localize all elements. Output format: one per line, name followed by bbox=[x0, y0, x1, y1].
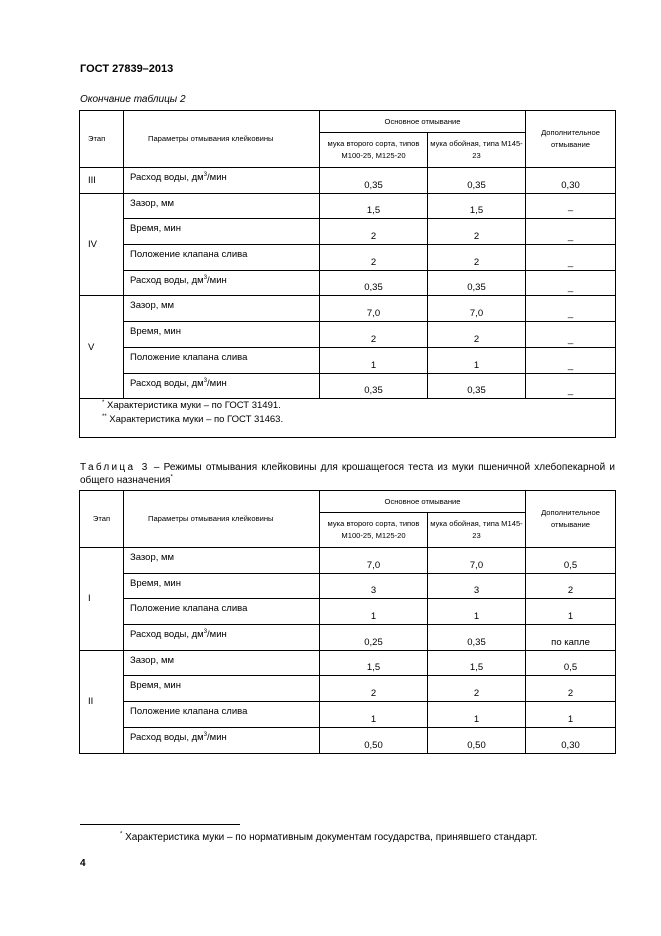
value-cell-2: 0,35 bbox=[428, 168, 526, 194]
param-cell bbox=[124, 219, 320, 245]
value-cell-1: 1 bbox=[320, 702, 428, 728]
value-cell-1: 1,5 bbox=[320, 193, 428, 219]
unit-exponent: 3 bbox=[203, 377, 208, 384]
document-title: ГОСТ 27839–2013 bbox=[80, 63, 174, 75]
table-notes bbox=[80, 399, 616, 438]
param-label: Положение клапана слива bbox=[130, 351, 248, 363]
unit-exponent: 3 bbox=[203, 171, 208, 178]
stage-cell: IV bbox=[80, 193, 124, 296]
param-cell bbox=[124, 702, 320, 728]
value-cell-2: 0,50 bbox=[428, 727, 526, 753]
header-extra-washing: Дополнительное отмывание bbox=[526, 491, 616, 548]
param-label: Расход воды, дм bbox=[130, 629, 204, 641]
value-cell-3: _ bbox=[526, 322, 616, 348]
header-stage: Этап bbox=[80, 491, 124, 548]
value-cell-2: 7,0 bbox=[428, 296, 526, 322]
param-cell bbox=[124, 296, 320, 322]
table-row bbox=[80, 373, 616, 399]
table-row bbox=[80, 245, 616, 271]
table-row bbox=[80, 625, 616, 651]
param-label: Расход воды, дм bbox=[130, 377, 204, 389]
value-cell-2: 2 bbox=[428, 322, 526, 348]
header-col-wholemeal: мука обойная, типа М145-23 bbox=[428, 513, 526, 548]
param-cell bbox=[124, 347, 320, 373]
param-label: Время, мин bbox=[130, 326, 181, 338]
param-label: Время, мин bbox=[130, 680, 181, 692]
footnote-divider bbox=[80, 824, 240, 825]
value-cell-3: 0,5 bbox=[526, 548, 616, 574]
unit-suffix: /мин bbox=[207, 377, 227, 389]
table-row bbox=[80, 219, 616, 245]
table3-caption-footnote-mark: * bbox=[170, 474, 173, 481]
unit-exponent: 3 bbox=[203, 628, 208, 635]
table-row bbox=[80, 702, 616, 728]
table-row bbox=[80, 548, 616, 574]
param-cell bbox=[124, 676, 320, 702]
note-text: Характеристика муки – по ГОСТ 31491. bbox=[104, 400, 281, 412]
value-cell-2: 1,5 bbox=[428, 650, 526, 676]
value-cell-2: 1 bbox=[428, 347, 526, 373]
table-row bbox=[80, 270, 616, 296]
table3-caption-text: – Режимы отмывания клейковины для крошащегося теста из муки пшеничной хлебопекарной и общего назначения bbox=[80, 462, 615, 486]
table-note bbox=[102, 399, 615, 413]
value-cell-1: 2 bbox=[320, 676, 428, 702]
stage-cell: III bbox=[80, 168, 124, 194]
value-cell-2: 2 bbox=[428, 676, 526, 702]
value-cell-1: 0,35 bbox=[320, 270, 428, 296]
param-label: Положение клапана слива bbox=[130, 603, 248, 615]
table-row bbox=[80, 296, 616, 322]
value-cell-1: 3 bbox=[320, 573, 428, 599]
value-cell-2: 1 bbox=[428, 599, 526, 625]
stage-cell: II bbox=[80, 650, 124, 753]
value-cell-3: 1 bbox=[526, 599, 616, 625]
table-row bbox=[80, 347, 616, 373]
param-label: Зазор, мм bbox=[130, 552, 175, 563]
header-extra-washing: Дополнительное отмывание bbox=[526, 111, 616, 168]
table2 bbox=[79, 110, 616, 438]
table3-caption bbox=[80, 461, 615, 487]
param-label: Расход воды, дм bbox=[130, 274, 204, 286]
param-label: Расход воды, дм bbox=[130, 731, 204, 743]
stage-cell: I bbox=[80, 548, 124, 651]
value-cell-3: _ bbox=[526, 245, 616, 271]
value-cell-1: 7,0 bbox=[320, 296, 428, 322]
value-cell-1: 1 bbox=[320, 347, 428, 373]
value-cell-1: 0,35 bbox=[320, 373, 428, 399]
param-label: Положение клапана слива bbox=[130, 249, 248, 261]
table-row bbox=[80, 573, 616, 599]
param-label: Зазор, мм bbox=[130, 197, 175, 209]
unit-suffix: /мин bbox=[207, 731, 227, 743]
header-col-wholemeal: мука обойная, типа М145-23 bbox=[428, 133, 526, 168]
value-cell-3: _ bbox=[526, 296, 616, 322]
value-cell-3: _ bbox=[526, 373, 616, 399]
unit-suffix: /мин bbox=[207, 629, 227, 641]
header-main-washing: Основное отмывание bbox=[320, 491, 526, 513]
value-cell-1: 0,35 bbox=[320, 168, 428, 194]
value-cell-2: 3 bbox=[428, 573, 526, 599]
param-cell bbox=[124, 168, 320, 194]
value-cell-3: _ bbox=[526, 270, 616, 296]
header-col-second-grade: мука второго сорта, типов М100-25, М125-20 bbox=[320, 513, 428, 548]
unit-exponent: 3 bbox=[203, 274, 208, 281]
value-cell-3: – bbox=[526, 193, 616, 219]
footnote bbox=[120, 832, 537, 843]
table2-caption: Окончание таблицы 2 bbox=[80, 94, 186, 105]
header-stage: Этап bbox=[80, 111, 124, 168]
param-cell bbox=[124, 245, 320, 271]
page-number: 4 bbox=[80, 858, 86, 869]
value-cell-3: _ bbox=[526, 347, 616, 373]
value-cell-3: 2 bbox=[526, 573, 616, 599]
value-cell-2: 7,0 bbox=[428, 548, 526, 574]
table-note bbox=[102, 413, 615, 427]
value-cell-2: 1 bbox=[428, 702, 526, 728]
stage-cell: V bbox=[80, 296, 124, 399]
note-mark: ** bbox=[102, 414, 107, 421]
table3-caption-label: Таблица 3 bbox=[80, 462, 150, 473]
param-label: Время, мин bbox=[130, 223, 181, 235]
value-cell-2: 1,5 bbox=[428, 193, 526, 219]
table-row bbox=[80, 727, 616, 753]
value-cell-1: 2 bbox=[320, 219, 428, 245]
value-cell-1: 2 bbox=[320, 322, 428, 348]
header-main-washing: Основное отмывание bbox=[320, 111, 526, 133]
value-cell-3: по капле bbox=[526, 625, 616, 651]
param-label: Положение клапана слива bbox=[130, 706, 248, 718]
param-cell bbox=[124, 322, 320, 348]
header-params: Параметры отмывания клейковины bbox=[124, 111, 320, 168]
value-cell-1: 2 bbox=[320, 245, 428, 271]
footnote-mark: * bbox=[120, 831, 123, 838]
param-cell bbox=[124, 193, 320, 219]
param-cell bbox=[124, 625, 320, 651]
value-cell-3: _ bbox=[526, 219, 616, 245]
value-cell-1: 7,0 bbox=[320, 548, 428, 574]
value-cell-3: 0,30 bbox=[526, 727, 616, 753]
table3 bbox=[79, 490, 616, 754]
param-label: Время, мин bbox=[130, 577, 181, 589]
param-cell bbox=[124, 599, 320, 625]
param-label: Зазор, мм bbox=[130, 654, 175, 666]
value-cell-1: 0,50 bbox=[320, 727, 428, 753]
param-cell bbox=[124, 270, 320, 296]
unit-suffix: /мин bbox=[207, 274, 227, 286]
table-row bbox=[80, 193, 616, 219]
table-row bbox=[80, 676, 616, 702]
param-label: Расход воды, дм bbox=[130, 172, 204, 183]
table-row bbox=[80, 322, 616, 348]
value-cell-1: 1 bbox=[320, 599, 428, 625]
param-cell bbox=[124, 727, 320, 753]
value-cell-2: 0,35 bbox=[428, 270, 526, 296]
value-cell-2: 0,35 bbox=[428, 625, 526, 651]
footnote-text: Характеристика муки – по нормативным документам государства, принявшего стандарт. bbox=[122, 832, 538, 843]
value-cell-2: 0,35 bbox=[428, 373, 526, 399]
table-row bbox=[80, 599, 616, 625]
header-params: Параметры отмывания клейковины bbox=[124, 491, 320, 548]
unit-exponent: 3 bbox=[203, 731, 208, 738]
value-cell-3: 0,30 bbox=[526, 168, 616, 194]
table-row bbox=[80, 168, 616, 194]
header-col-second-grade: мука второго сорта, типов М100-25, М125-20 bbox=[320, 133, 428, 168]
param-label: Зазор, мм bbox=[130, 300, 175, 312]
value-cell-3: 0,5 bbox=[526, 650, 616, 676]
param-cell bbox=[124, 573, 320, 599]
table-row bbox=[80, 650, 616, 676]
param-cell bbox=[124, 373, 320, 399]
note-mark: * bbox=[102, 400, 105, 407]
value-cell-3: 2 bbox=[526, 676, 616, 702]
value-cell-2: 2 bbox=[428, 245, 526, 271]
param-cell bbox=[124, 650, 320, 676]
param-cell bbox=[124, 548, 320, 574]
note-text: Характеристика муки – по ГОСТ 31463. bbox=[106, 414, 284, 426]
value-cell-3: 1 bbox=[526, 702, 616, 728]
value-cell-2: 2 bbox=[428, 219, 526, 245]
value-cell-1: 0,25 bbox=[320, 625, 428, 651]
value-cell-1: 1,5 bbox=[320, 650, 428, 676]
unit-suffix: /мин bbox=[207, 172, 227, 183]
